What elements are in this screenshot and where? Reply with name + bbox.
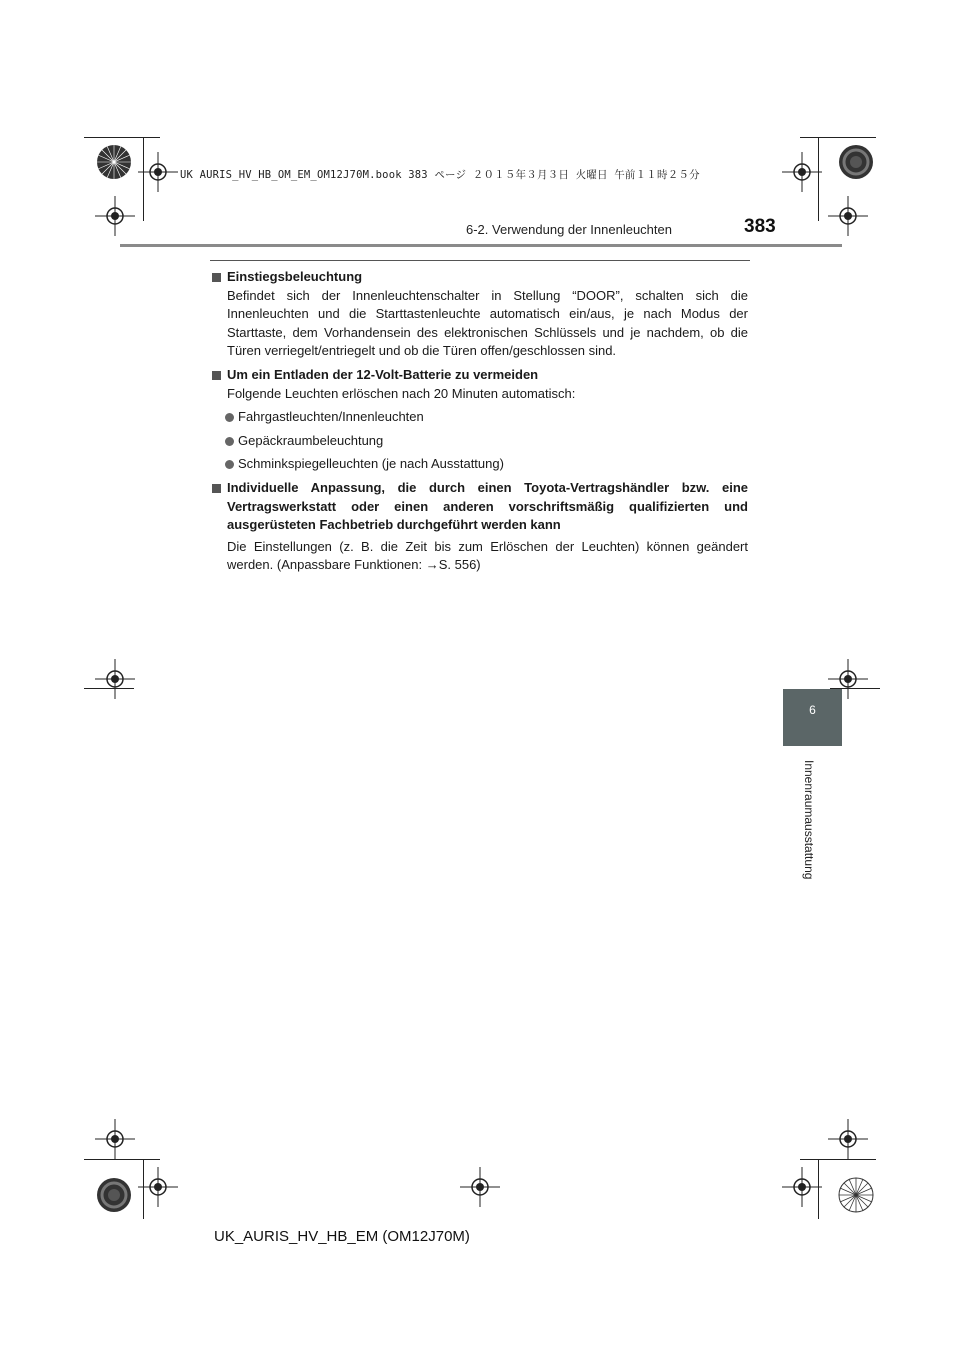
document-code: UK_AURIS_HV_HB_EM (OM12J70M)	[214, 1228, 470, 1245]
content-rule	[210, 260, 750, 261]
list-item: Fahrgastleuchten/Innenleuchten	[225, 408, 748, 427]
registration-target-icon	[96, 144, 132, 180]
crosshair-target-icon	[460, 1167, 500, 1207]
crosshair-target-icon	[828, 1119, 868, 1159]
crop-mark	[84, 1159, 160, 1160]
list-item: Gepäckraumbeleuchtung	[225, 432, 748, 451]
crop-mark	[800, 1159, 876, 1160]
section-paragraph: Die Einstellungen (z. B. die Zeit bis zum Erlöschen der Leuchten) können geändert werden. (Anpassbare Funktionen: →S. 556)	[227, 538, 748, 573]
round-bullet-icon	[225, 413, 234, 422]
section-paragraph: Folgende Leuchten erlöschen nach 20 Minuten automatisch:	[227, 385, 576, 401]
registration-target-icon	[96, 1177, 132, 1213]
section-heading: Individuelle Anpassung, die durch einen Toyota-Vertragshändler bzw. eine Vertragswerkstatt oder einen anderen vorschriftsmäßig qualifizierten und ausgerüsteten Fachbetrieb durchgeführt werden kann	[210, 479, 748, 535]
square-bullet-icon	[212, 273, 221, 282]
crosshair-target-icon	[782, 152, 822, 192]
header-rule	[120, 244, 842, 247]
crosshair-target-icon	[95, 1119, 135, 1159]
round-bullet-icon	[225, 437, 234, 446]
print-info-line: UK AURIS_HV_HB_OM_EM_OM12J70M.book 383 ページ ２０１５年３月３日 火曜日 午前１１時２５分	[180, 169, 700, 181]
section-title: 6-2. Verwendung der Innenleuchten	[466, 222, 672, 237]
chapter-label: Innenraumausstattung	[802, 760, 816, 880]
crop-mark	[84, 137, 160, 138]
section-heading: Einstiegsbeleuchtung	[210, 268, 748, 287]
list-item: Schminkspiegelleuchten (je nach Ausstattung)	[225, 455, 748, 474]
crosshair-target-icon	[95, 659, 135, 699]
registration-target-icon	[838, 144, 874, 180]
content-body	[210, 268, 748, 575]
page-number: 383	[744, 216, 776, 237]
section-paragraph: Befindet sich der Innenleuchtenschalter in Stellung “DOOR”, schalten sich die Innenleuchten und die Starttastenleuchte automatisch ein/aus, je nach Modus der Starttaste, dem Vorhandensein des elektronischen Schlüssels und je nachdem, ob die Türen verriegelt/entriegelt und ob die Türen offen/geschlossen sind.	[227, 287, 748, 359]
crosshair-target-icon	[828, 196, 868, 236]
square-bullet-icon	[212, 484, 221, 493]
crosshair-target-icon	[95, 196, 135, 236]
crosshair-target-icon	[138, 1167, 178, 1207]
crosshair-target-icon	[782, 1167, 822, 1207]
round-bullet-icon	[225, 460, 234, 469]
crosshair-target-icon	[138, 152, 178, 192]
chapter-number: 6	[809, 703, 816, 717]
crosshair-target-icon	[828, 659, 868, 699]
square-bullet-icon	[212, 371, 221, 380]
section-heading: Um ein Entladen der 12-Volt-Batterie zu vermeiden	[210, 366, 748, 385]
registration-target-icon	[838, 1177, 874, 1213]
crop-mark	[800, 137, 876, 138]
